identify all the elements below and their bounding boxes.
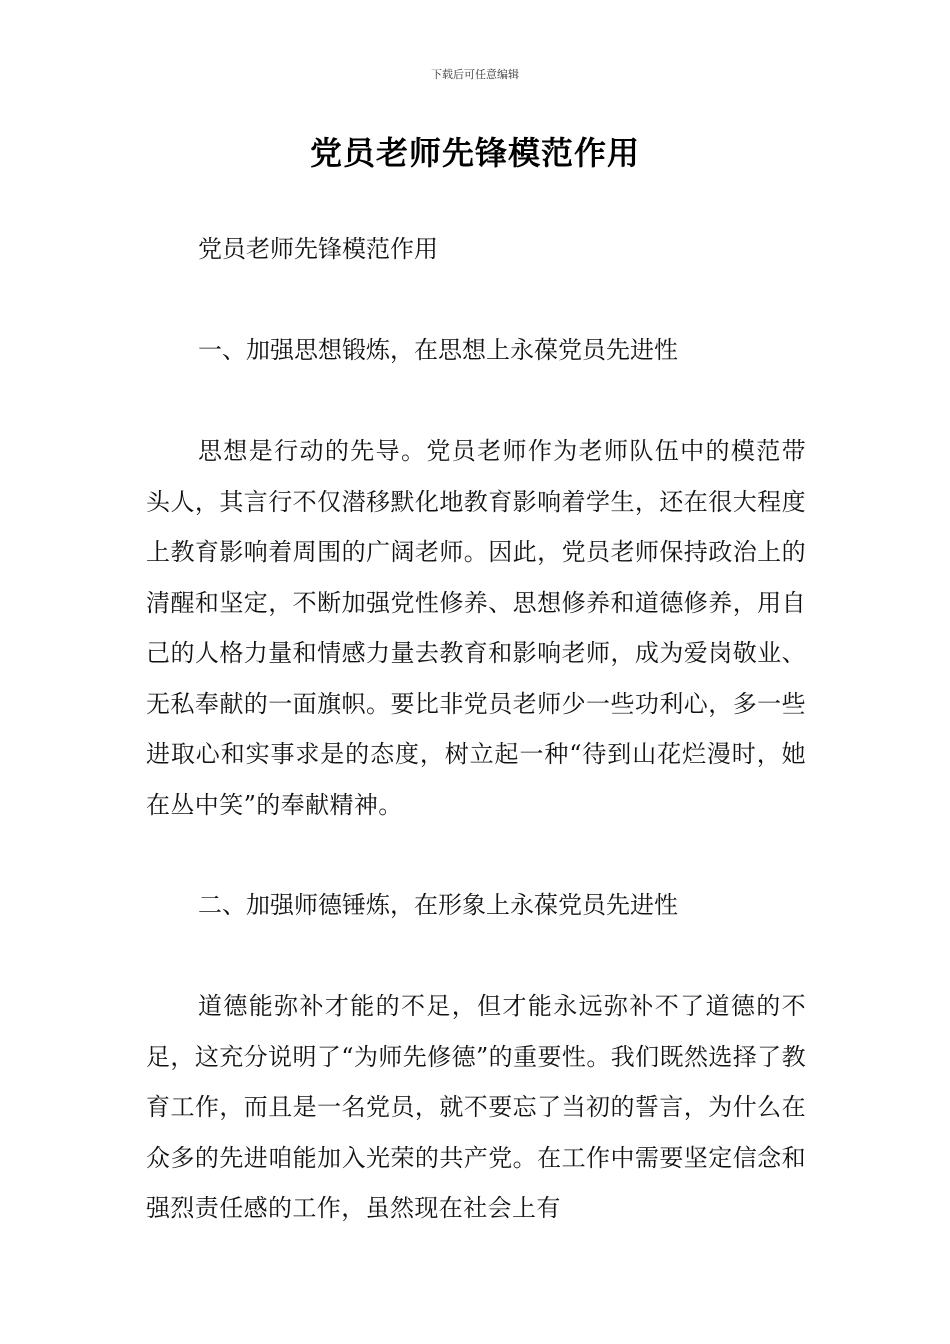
- document-body: [146, 224, 806, 1234]
- spacer: [146, 375, 806, 426]
- spacer: [146, 830, 806, 880]
- section-paragraph-1: 思想是行动的先导。党员老师作为老师队伍中的模范带头人，其言行不仅潜移默化地教育影响着学生，还在很大程度上教育影响着周围的广阔老师。因此，党员老师保持政治上的清醒和坚定，不断加强党性修养、思想修养和道德修养，用自己的人格力量和情感力量去教育和影响老师，成为爱岗敬业、无私奉献的一面旗帜。要比非党员老师少一些功利心，多一些进取心和实事求是的态度，树立起一种“待到山花烂漫时，她在丛中笑”的奉献精神。: [146, 437, 806, 819]
- document-title: 党员老师先锋模范作用: [309, 134, 640, 172]
- spacer: [146, 930, 806, 981]
- subtitle: 党员老师先锋模范作用: [198, 235, 438, 263]
- section-paragraph-2: 道德能弥补才能的不足，但才能永远弥补不了道德的不足，这充分说明了“为师先修德”的重要性。我们既然选择了教育工作，而且是一名党员，就不要忘了当初的誓言，为什么在众多的先进咱能加入光荣的共产党。在工作中需要坚定信念和强烈责任感的工作，虽然现在社会上有: [146, 992, 806, 1222]
- section-heading-1: 一、加强思想锻炼，在思想上永葆党员先进性: [198, 336, 678, 364]
- spacer: [146, 274, 806, 325]
- section-heading-2: 二、加强师德锤炼，在形象上永葆党员先进性: [198, 891, 678, 919]
- header-note: 下载后可任意编辑: [431, 68, 519, 81]
